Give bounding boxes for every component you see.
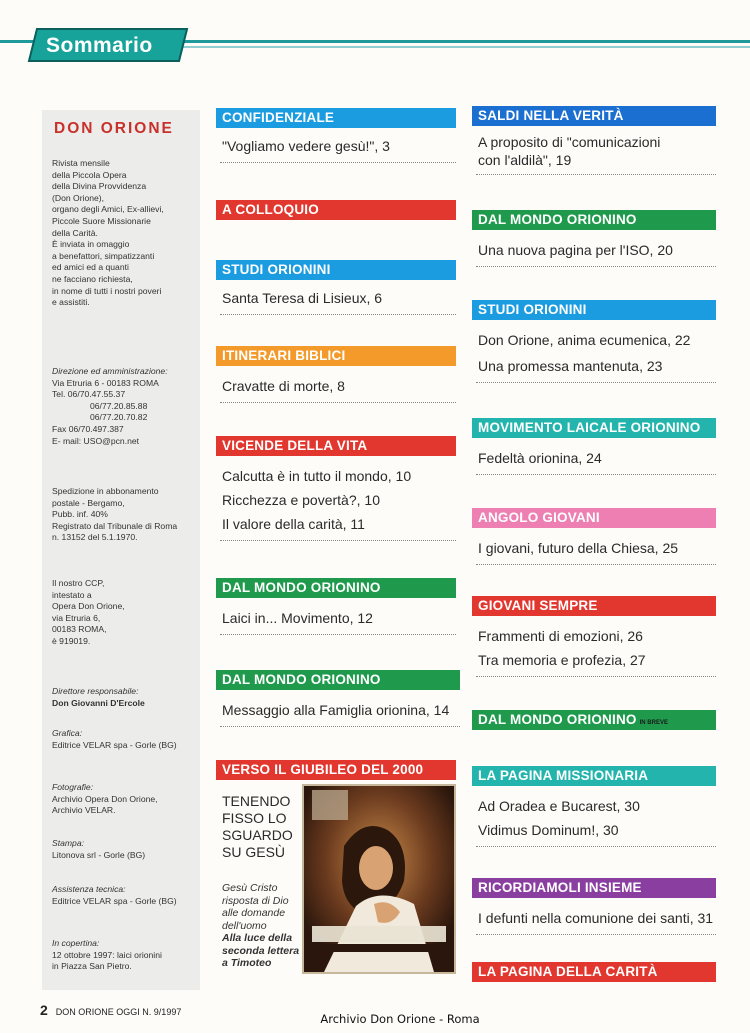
info-line: 12 ottobre 1997: laici orionini (52, 949, 162, 960)
dotted-divider (476, 474, 716, 475)
dotted-divider (476, 934, 716, 935)
section-banner-saldi-nella-verita[interactable]: SALDI NELLA VERITÀ (472, 106, 716, 126)
info-line: (Don Orione), (52, 192, 105, 203)
note-line: alle domande (222, 907, 286, 919)
section-banner-angolo-giovani[interactable]: ANGOLO GIOVANI (472, 508, 716, 528)
info-line: via Etruria 6, (52, 612, 101, 623)
info-fotografie (52, 782, 198, 817)
page-title: Sommario (46, 34, 153, 57)
dotted-divider (476, 382, 716, 383)
info-label: Direzione ed amministrazione: (52, 366, 168, 376)
info-direzione (52, 366, 198, 447)
info-line: Archivio VELAR. (52, 805, 116, 816)
info-label: Fotografie: (52, 782, 94, 792)
section-banner-dal-mondo-orionino-2[interactable]: DAL MONDO ORIONINO (216, 670, 460, 690)
dotted-divider (220, 540, 456, 541)
info-line: Editrice VELAR spa - Gorle (BG) (52, 739, 177, 750)
toc-entry[interactable]: A proposito di "comunicazioni (478, 134, 661, 150)
section-banner-vicende-della-vita[interactable]: VICENDE DELLA VITA (216, 436, 456, 456)
info-label: Direttore responsabile: (52, 686, 139, 696)
dotted-divider (220, 402, 456, 403)
section-banner-pagina-della-carita[interactable]: LA PAGINA DELLA CARITÀ (472, 962, 716, 982)
info-line: n. 13152 del 5.1.1970. (52, 532, 138, 543)
info-line: 06/77.20.85.88 (90, 400, 148, 411)
dotted-divider (476, 564, 716, 565)
toc-entry[interactable]: "Vogliamo vedere gesù!", 3 (222, 138, 390, 154)
toc-entry[interactable]: Cravatte di morte, 8 (222, 378, 345, 394)
giubileo-lead (222, 793, 300, 861)
info-line: 00183 ROMA, (52, 624, 107, 635)
dotted-divider (476, 676, 716, 677)
section-banner-dal-mondo-orionino-in-breve[interactable] (472, 710, 716, 730)
info-grafica (52, 728, 198, 751)
info-stampa (52, 838, 198, 861)
toc-entry[interactable]: Fedeltà orionina, 24 (478, 450, 602, 466)
info-line: Piccole Suore Missionarie (52, 215, 151, 226)
toc-entry[interactable]: Una nuova pagina per l'ISO, 20 (478, 242, 673, 258)
section-banner-verso-il-giubileo[interactable]: VERSO IL GIUBILEO DEL 2000 (216, 760, 456, 780)
info-line: Via Etruria 6 - 00183 ROMA (52, 377, 159, 388)
info-line: postale - Bergamo, (52, 497, 125, 508)
magazine-issue: DON ORIONE OGGI N. 9/1997 (55, 1007, 182, 1017)
info-line: è 919019. (52, 635, 91, 646)
section-banner-pagina-missionaria[interactable]: LA PAGINA MISSIONARIA (472, 766, 716, 786)
info-line: Don Giovanni D'Ercole (52, 697, 145, 708)
info-line: È inviata in omaggio (52, 239, 130, 250)
toc-entry[interactable]: I giovani, futuro della Chiesa, 25 (478, 540, 679, 556)
info-line: a benefattori, simpatizzanti (52, 250, 155, 261)
note-line: risposta di Dio (222, 894, 289, 907)
dotted-divider (476, 174, 716, 175)
section-banner-studi-orionini[interactable]: STUDI ORIONINI (216, 260, 456, 280)
section-banner-itinerari-biblici[interactable]: ITINERARI BIBLICI (216, 346, 456, 366)
dotted-divider (220, 162, 456, 163)
toc-entry[interactable]: Ad Oradea e Bucarest, 30 (478, 798, 640, 814)
info-direttore (52, 686, 198, 709)
info-label: In copertina: (52, 938, 100, 948)
info-line: Archivio Opera Don Orione, (52, 793, 158, 804)
dotted-divider (220, 634, 456, 635)
info-label: Assistenza tecnica: (52, 884, 126, 894)
info-ccp (52, 578, 198, 648)
info-line: 06/77.20.70.82 (90, 412, 148, 423)
dotted-divider (220, 726, 460, 727)
info-line: della Piccola Opera (52, 169, 127, 180)
info-line: intestato a (52, 589, 92, 600)
section-banner-confidenziale[interactable]: CONFIDENZIALE (216, 108, 456, 128)
info-spedizione (52, 486, 198, 544)
lead-line: SGUARDO (222, 827, 293, 843)
info-line: ne facciano richiesta, (52, 273, 133, 284)
section-banner-movimento-laicale[interactable]: MOVIMENTO LAICALE ORIONINO (472, 418, 716, 438)
cover-illustration (304, 786, 454, 972)
toc-entry[interactable]: Il valore della carità, 11 (222, 516, 365, 532)
info-line: Litonova srl - Gorle (BG) (52, 849, 146, 860)
info-line: Tel. 06/70.47.55.37 (52, 389, 126, 400)
section-banner-dal-mondo-orionino-3[interactable]: DAL MONDO ORIONINO (472, 210, 716, 230)
note-line: Gesù Cristo (222, 882, 278, 894)
toc-entry[interactable]: Don Orione, anima ecumenica, 22 (478, 332, 691, 348)
note-line: dell'uomo (222, 919, 267, 932)
info-line: Opera Don Orione, (52, 601, 125, 612)
toc-entry[interactable]: Tra memoria e profezia, 27 (478, 652, 646, 668)
toc-entry[interactable]: Vidimus Dominum!, 30 (478, 822, 619, 838)
info-line: organo degli Amici, Ex-allievi, (52, 204, 164, 215)
section-banner-giovani-sempre[interactable]: GIOVANI SEMPRE (472, 596, 716, 616)
info-label: Stampa: (52, 838, 85, 848)
info-description (52, 158, 198, 309)
info-line: Registrato dal Tribunale di Roma (52, 520, 178, 531)
info-line: Il nostro CCP, (52, 578, 105, 588)
lead-line: FISSO LO (222, 810, 287, 826)
info-line: Fax 06/70.497.387 (52, 423, 124, 434)
info-line: Spedizione in abbonamento (52, 486, 159, 496)
note-line: Alla luce della (222, 932, 293, 944)
info-line: e assistiti. (52, 297, 90, 308)
toc-entry[interactable]: I defunti nella comunione dei santi, 31 (478, 910, 714, 926)
section-banner-studi-orionini-2[interactable]: STUDI ORIONINI (472, 300, 716, 320)
dotted-divider (476, 266, 716, 267)
footer-magazine (40, 1002, 181, 1018)
info-line: in nome di tutti i nostri poveri (52, 285, 162, 296)
info-line: Rivista mensile (52, 158, 110, 168)
toc-entry[interactable]: Messaggio alla Famiglia orionina, 14 (222, 702, 450, 718)
info-line: in Piazza San Pietro. (52, 961, 132, 972)
banner-suffix: IN BREVE (639, 720, 668, 726)
lead-line: TENENDO (222, 793, 291, 809)
info-line: della Divina Provvidenza (52, 181, 147, 192)
section-banner-ricordiamoli-insieme[interactable]: RICORDIAMOLI INSIEME (472, 878, 716, 898)
info-line: Pubb. inf. 40% (52, 509, 108, 520)
cover-image[interactable] (302, 784, 456, 974)
dotted-divider (476, 846, 716, 847)
giubileo-note (222, 882, 302, 970)
page-number: 2 (40, 1002, 48, 1018)
info-label: Grafica: (52, 728, 83, 738)
brand-logo: DON ORIONE (54, 120, 174, 137)
toc-entry[interactable]: Ricchezza e povertà?, 10 (222, 492, 380, 508)
info-line: ed amici ed a quanti (52, 262, 129, 273)
info-assistenza (52, 884, 198, 907)
toc-entry[interactable]: con l'aldilà", 19 (478, 152, 572, 168)
toc-entry[interactable]: Frammenti di emozioni, 26 (478, 628, 643, 644)
info-line: della Carità. (52, 227, 98, 238)
section-banner-dal-mondo-orionino[interactable]: DAL MONDO ORIONINO (216, 578, 456, 598)
info-copertina (52, 938, 198, 973)
footer-archive: Archivio Don Orione - Roma (320, 1012, 480, 1026)
note-line: a Timoteo (222, 957, 272, 969)
toc-entry[interactable]: Calcutta è in tutto il mondo, 10 (222, 468, 412, 484)
note-line: seconda lettera (222, 944, 300, 957)
info-line: Editrice VELAR spa - Gorle (BG) (52, 895, 177, 906)
banner-title: DAL MONDO ORIONINO (478, 712, 637, 727)
toc-entry[interactable]: Laici in... Movimento, 12 (222, 610, 373, 626)
section-banner-a-colloquio[interactable]: A COLLOQUIO (216, 200, 456, 220)
toc-entry[interactable]: Una promessa mantenuta, 23 (478, 358, 663, 374)
lead-line: SU GESÙ (222, 844, 286, 860)
dotted-divider (220, 314, 456, 315)
email-line: E- mail: USO@pcn.net (52, 435, 140, 446)
toc-entry[interactable]: Santa Teresa di Lisieux, 6 (222, 290, 383, 306)
header-rule-bottom (180, 46, 750, 48)
